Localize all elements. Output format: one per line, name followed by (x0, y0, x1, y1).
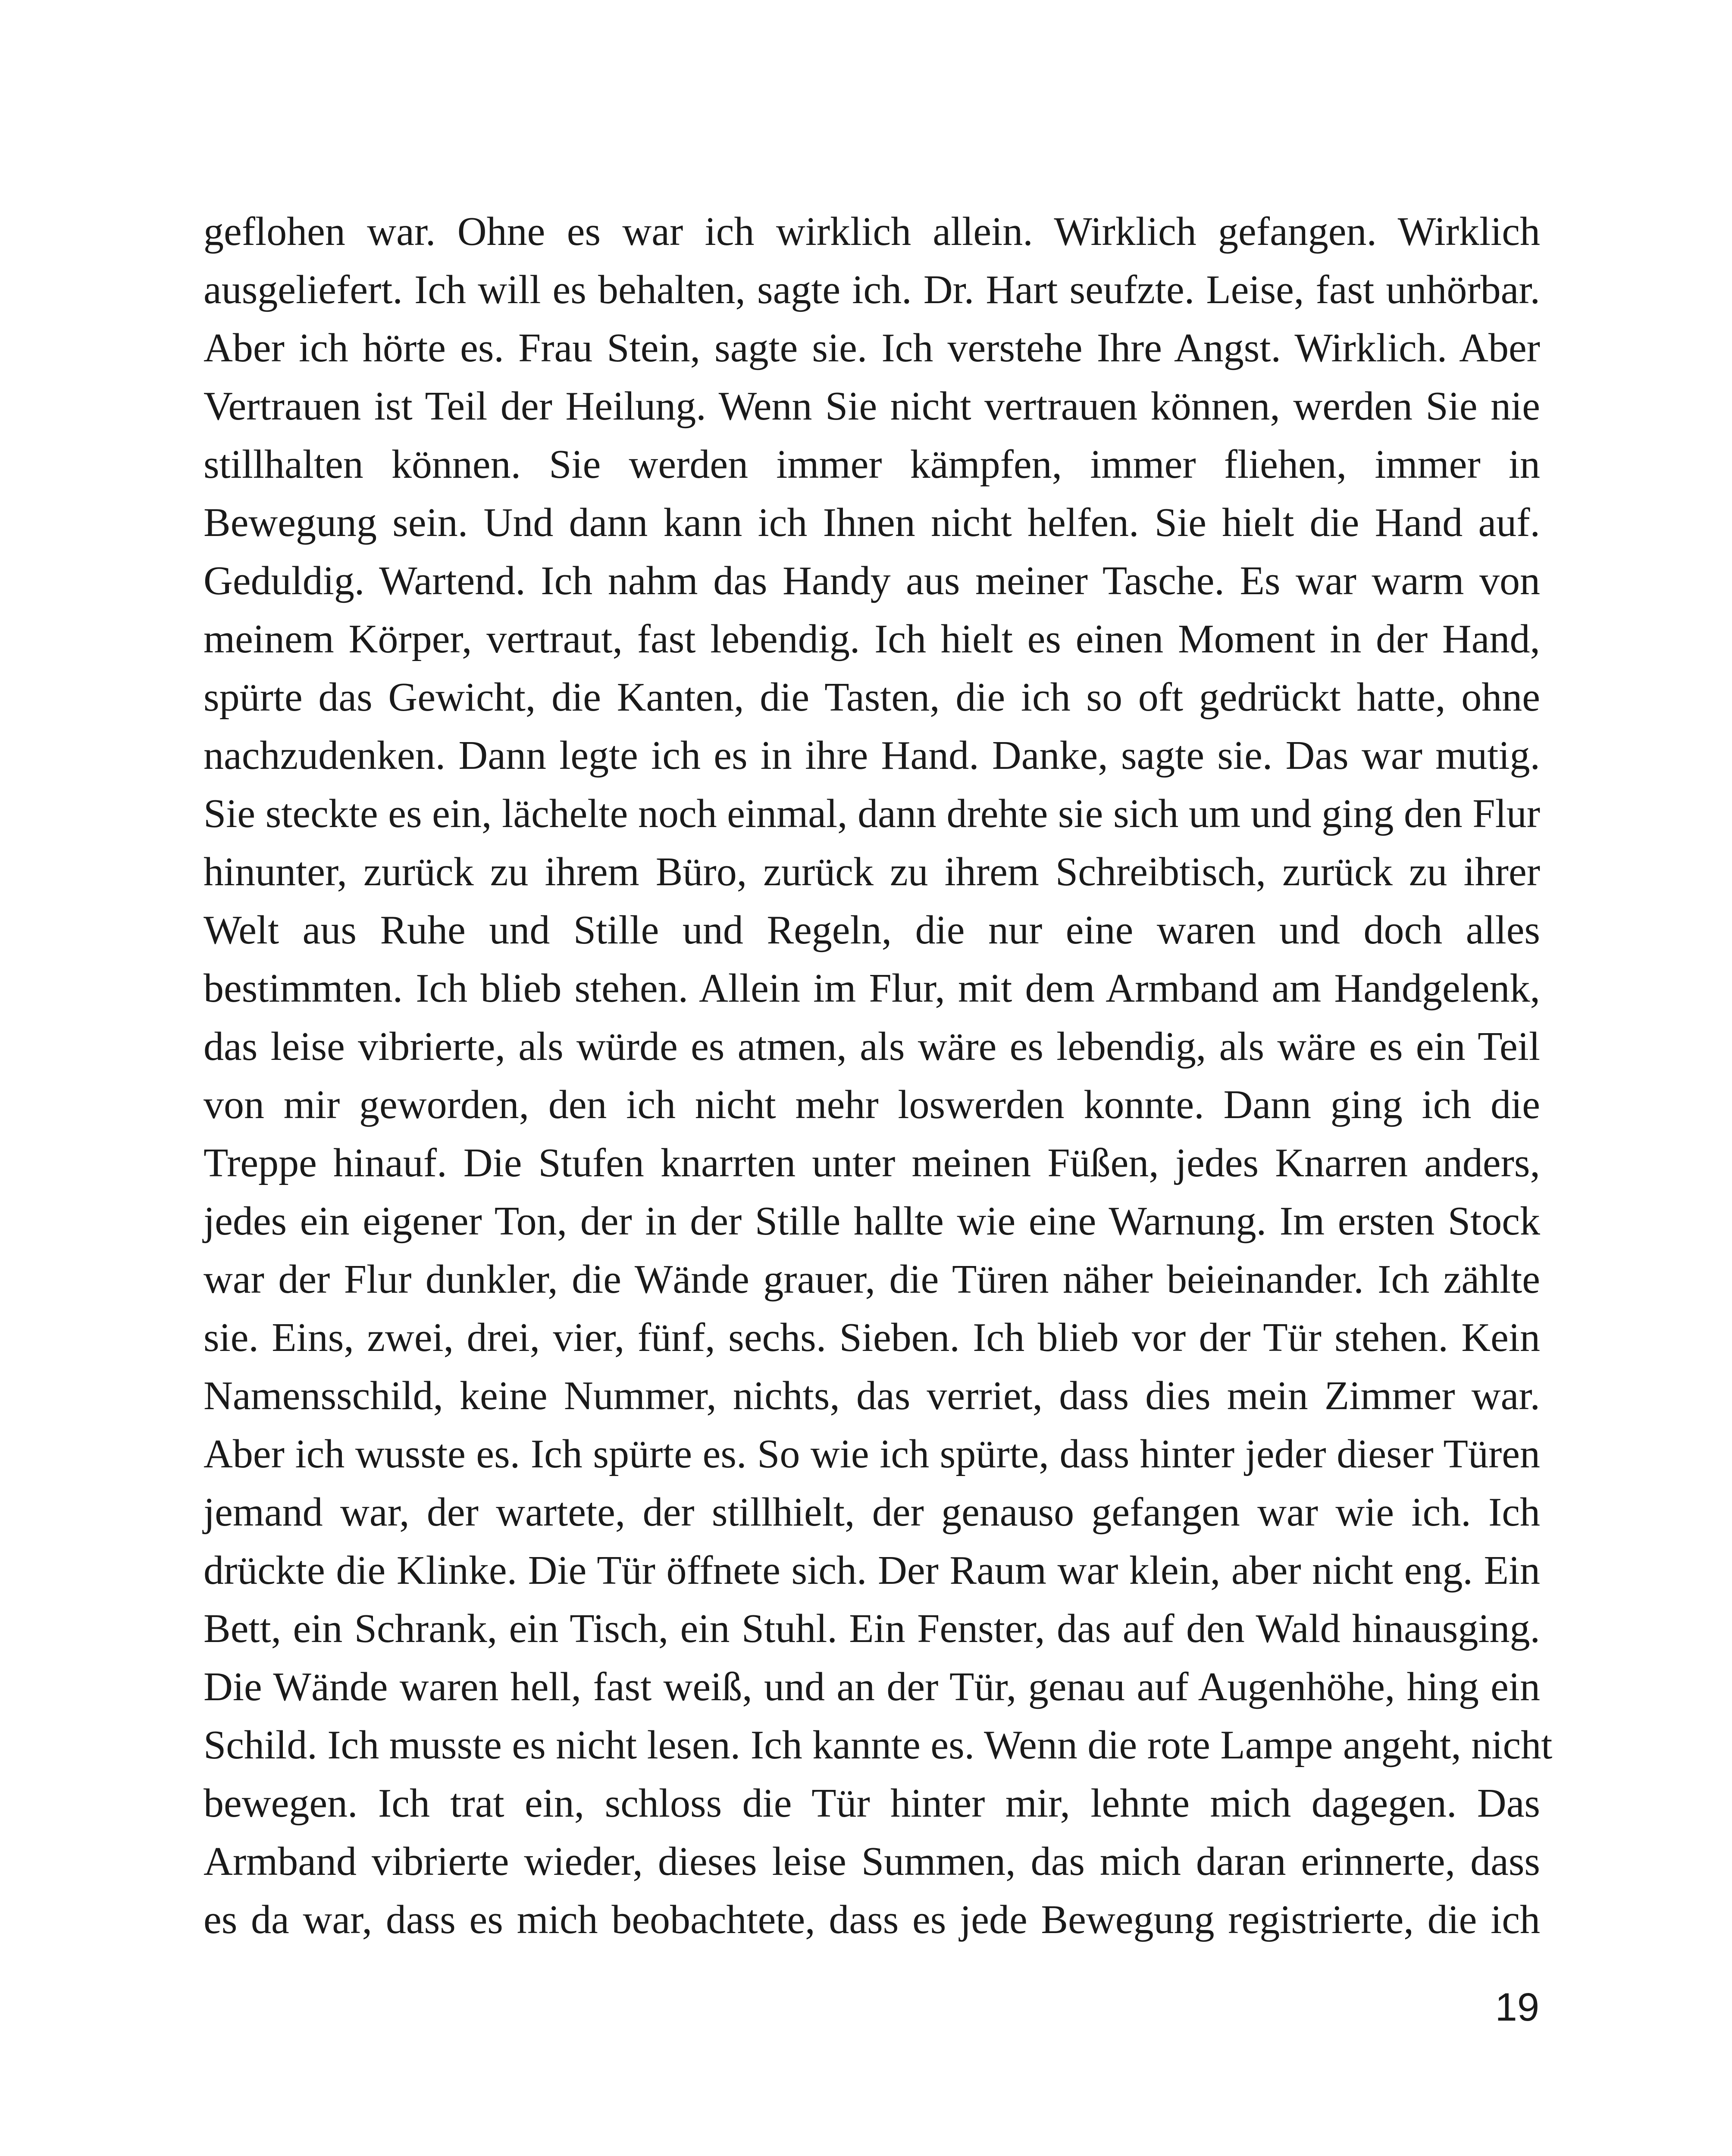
text-line: Welt aus Ruhe und Stille und Regeln, die nur eine waren und doch alles (204, 908, 1540, 953)
text-line: Sie steckte es ein, lächelte noch einmal, dann drehte sie sich um und ging den Flur (204, 791, 1540, 836)
text-line: war der Flur dunkler, die Wände grauer, die Türen näher beieinander. Ich zählte (204, 1257, 1540, 1302)
text-line: nachzudenken. Dann legte ich es in ihre Hand. Danke, sagte sie. Das war mutig. (204, 733, 1540, 778)
text-line: sie. Eins, zwei, drei, vier, fünf, sechs. Sieben. Ich blieb vor der Tür stehen. Kein (204, 1315, 1540, 1360)
text-line: es da war, dass es mich beobachtete, dass es jede Bewegung registrierte, die ich (204, 1897, 1540, 1942)
text-line: von mir geworden, den ich nicht mehr loswerden konnte. Dann ging ich die (204, 1082, 1540, 1127)
text-line: das leise vibrierte, als würde es atmen, als wäre es lebendig, als wäre es ein Teil (204, 1024, 1540, 1069)
text-line: Vertrauen ist Teil der Heilung. Wenn Sie nicht vertrauen können, werden Sie nie (204, 384, 1540, 429)
text-line: Schild. Ich musste es nicht lesen. Ich kannte es. Wenn die rote Lampe angeht, nicht (204, 1723, 1553, 1767)
page-number: 19 (1495, 1985, 1539, 2029)
text-line: bestimmten. Ich blieb stehen. Allein im Flur, mit dem Armband am Handgelenk, (204, 966, 1540, 1011)
text-line: ausgeliefert. Ich will es behalten, sagte ich. Dr. Hart seufzte. Leise, fast unhörbar. (204, 267, 1540, 312)
text-line: Bewegung sein. Und dann kann ich Ihnen nicht helfen. Sie hielt die Hand auf. (204, 500, 1540, 545)
text-line: jedes ein eigener Ton, der in der Stille hallte wie eine Warnung. Im ersten Stock (204, 1199, 1540, 1244)
text-line: Bett, ein Schrank, ein Tisch, ein Stuhl. Ein Fenster, das auf den Wald hinausging. (204, 1606, 1540, 1651)
text-line: stillhalten können. Sie werden immer kämpfen, immer fliehen, immer in (204, 442, 1540, 487)
text-line: spürte das Gewicht, die Kanten, die Tasten, die ich so oft gedrückt hatte, ohne (204, 675, 1540, 720)
text-line: Aber ich wusste es. Ich spürte es. So wie ich spürte, dass hinter jeder dieser Türen (204, 1432, 1540, 1476)
text-line: hinunter, zurück zu ihrem Büro, zurück zu ihrem Schreibtisch, zurück zu ihrer (204, 849, 1540, 894)
body-text (204, 203, 1553, 1949)
text-line: meinem Körper, vertraut, fast lebendig. Ich hielt es einen Moment in der Hand, (204, 617, 1540, 661)
text-line: Namensschild, keine Nummer, nichts, das verriet, dass dies mein Zimmer war. (204, 1373, 1540, 1418)
text-line: Aber ich hörte es. Frau Stein, sagte sie. Ich verstehe Ihre Angst. Wirklich. Aber (204, 326, 1540, 370)
text-line: Die Wände waren hell, fast weiß, und an der Tür, genau auf Augenhöhe, hing ein (204, 1664, 1540, 1709)
text-line: bewegen. Ich trat ein, schloss die Tür hinter mir, lehnte mich dagegen. Das (204, 1781, 1540, 1826)
text-line: drückte die Klinke. Die Tür öffnete sich. Der Raum war klein, aber nicht eng. Ein (204, 1548, 1540, 1593)
text-line: Geduldig. Wartend. Ich nahm das Handy aus meiner Tasche. Es war warm von (204, 558, 1540, 603)
text-line: jemand war, der wartete, der stillhielt, der genauso gefangen war wie ich. Ich (204, 1490, 1540, 1535)
text-line: Treppe hinauf. Die Stufen knarrten unter meinen Füßen, jedes Knarren anders, (204, 1141, 1540, 1185)
text-line: geflohen war. Ohne es war ich wirklich allein. Wirklich gefangen. Wirklich (204, 209, 1540, 254)
text-line: Armband vibrierte wieder, dieses leise Summen, das mich daran erinnerte, dass (204, 1839, 1540, 1884)
